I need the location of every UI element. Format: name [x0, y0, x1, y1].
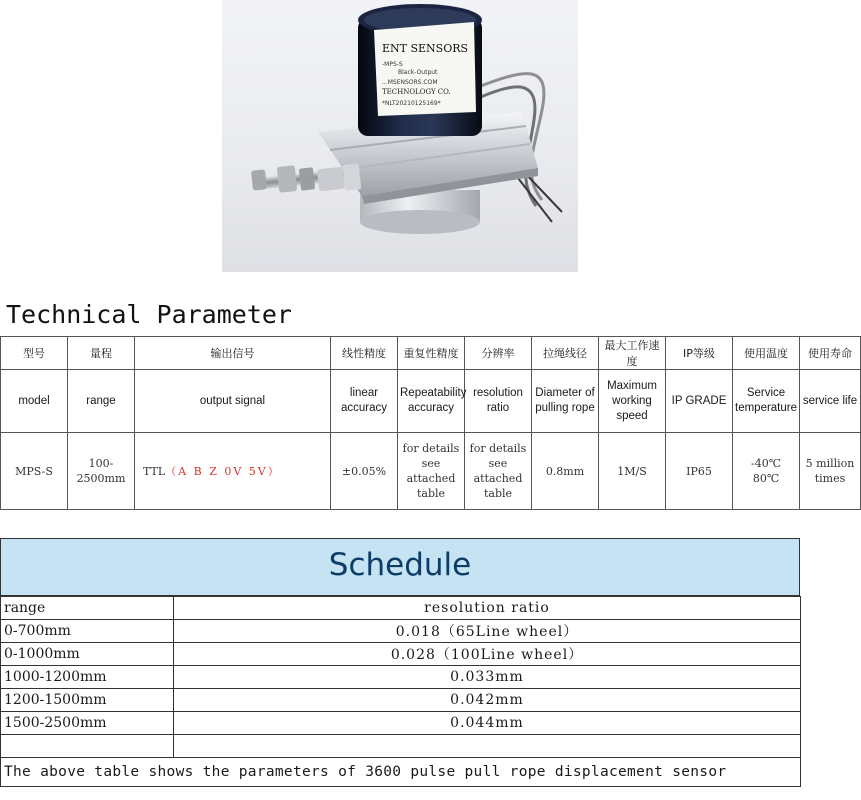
schedule-resolution-cell: 0.018（65Line wheel）	[174, 620, 801, 643]
pull-rope-sensor-image	[222, 0, 578, 272]
header-cn-repeatability: 重复性精度	[398, 337, 465, 370]
header-cn-life: 使用寿命	[800, 337, 861, 370]
header-en-resolution: resolution ratio	[465, 370, 532, 433]
schedule-title: Schedule	[328, 547, 472, 583]
schedule-empty-row	[1, 735, 801, 758]
value-row	[1, 433, 861, 510]
schedule-table	[0, 596, 801, 787]
schedule-range-cell: 1200-1500mm	[1, 689, 174, 712]
schedule-range-cell: 1000-1200mm	[1, 666, 174, 689]
technical-parameter-table	[0, 336, 861, 510]
header-row-chinese	[1, 337, 861, 370]
value-repeatability: for details see attached table	[398, 433, 465, 510]
label-website-text: ...MSENSORS.COM	[382, 79, 438, 86]
header-en-output: output signal	[135, 370, 331, 433]
schedule-note-row	[1, 758, 801, 787]
value-output-channels: （A B Z 0V 5V）	[165, 464, 281, 478]
schedule-resolution-cell: 0.044mm	[174, 712, 801, 735]
schedule-empty-cell	[1, 735, 174, 758]
value-resolution: for details see attached table	[465, 433, 532, 510]
header-cn-linear: 线性精度	[331, 337, 398, 370]
schedule-row	[1, 666, 801, 689]
schedule-resolution-cell: 0.033mm	[174, 666, 801, 689]
value-range: 100-2500mm	[68, 433, 135, 510]
product-photo	[222, 0, 578, 272]
header-en-temperature: Service temperature	[733, 370, 800, 433]
value-temp-high: 80℃	[752, 472, 780, 485]
value-ip: IP65	[666, 433, 733, 510]
header-en-model: model	[1, 370, 68, 433]
schedule-range-cell: 0-700mm	[1, 620, 174, 643]
schedule-row	[1, 712, 801, 735]
header-en-life: service life	[800, 370, 861, 433]
schedule-range-cell: 1500-2500mm	[1, 712, 174, 735]
value-rope: 0.8mm	[532, 433, 599, 510]
header-row-english	[1, 370, 861, 433]
schedule-row	[1, 689, 801, 712]
header-cn-model: 型号	[1, 337, 68, 370]
schedule-col-range: range	[1, 597, 174, 620]
technical-parameter-title: Technical Parameter	[6, 300, 292, 329]
value-life: 5 million times	[800, 433, 861, 510]
schedule-note: The above table shows the parameters of 3600 pulse pull rope displacement sensor	[1, 758, 801, 787]
header-cn-speed: 最大工作速度	[599, 337, 666, 370]
value-output-signal	[135, 433, 331, 510]
header-en-ip: IP GRADE	[666, 370, 733, 433]
schedule-header-row	[1, 597, 801, 620]
header-en-speed: Maximum working speed	[599, 370, 666, 433]
header-cn-rope: 拉绳线径	[532, 337, 599, 370]
label-output-text: Black-Output	[398, 69, 438, 76]
header-cn-output: 输出信号	[135, 337, 331, 370]
header-en-rope: Diameter of pulling rope	[532, 370, 599, 433]
value-temp-low: -40℃	[750, 457, 782, 470]
label-serial-text: *NLT20210125169*	[382, 100, 441, 107]
value-speed: 1M/S	[599, 433, 666, 510]
schedule-col-resolution: resolution ratio	[174, 597, 801, 620]
header-cn-range: 量程	[68, 337, 135, 370]
schedule-row	[1, 643, 801, 666]
schedule-empty-cell	[174, 735, 801, 758]
label-brand-text: ENT SENSORS	[382, 42, 469, 55]
schedule-resolution-cell: 0.028（100Line wheel）	[174, 643, 801, 666]
header-en-linear: linear accuracy	[331, 370, 398, 433]
schedule-header	[0, 538, 800, 597]
label-model-text: -MPS-S	[382, 61, 403, 68]
schedule-range-cell: 0-1000mm	[1, 643, 174, 666]
label-company-text: TECHNOLOGY CO.	[382, 88, 451, 96]
header-en-repeatability: Repeatability accuracy	[398, 370, 465, 433]
header-cn-temperature: 使用温度	[733, 337, 800, 370]
schedule-row	[1, 620, 801, 643]
schedule-section	[0, 538, 800, 800]
value-linear: ±0.05%	[331, 433, 398, 510]
header-cn-ip: IP等级	[666, 337, 733, 370]
header-cn-resolution: 分辨率	[465, 337, 532, 370]
value-model: MPS-S	[1, 433, 68, 510]
schedule-resolution-cell: 0.042mm	[174, 689, 801, 712]
value-output-prefix: TTL	[143, 464, 166, 478]
value-temperature	[733, 433, 800, 510]
header-en-range: range	[68, 370, 135, 433]
